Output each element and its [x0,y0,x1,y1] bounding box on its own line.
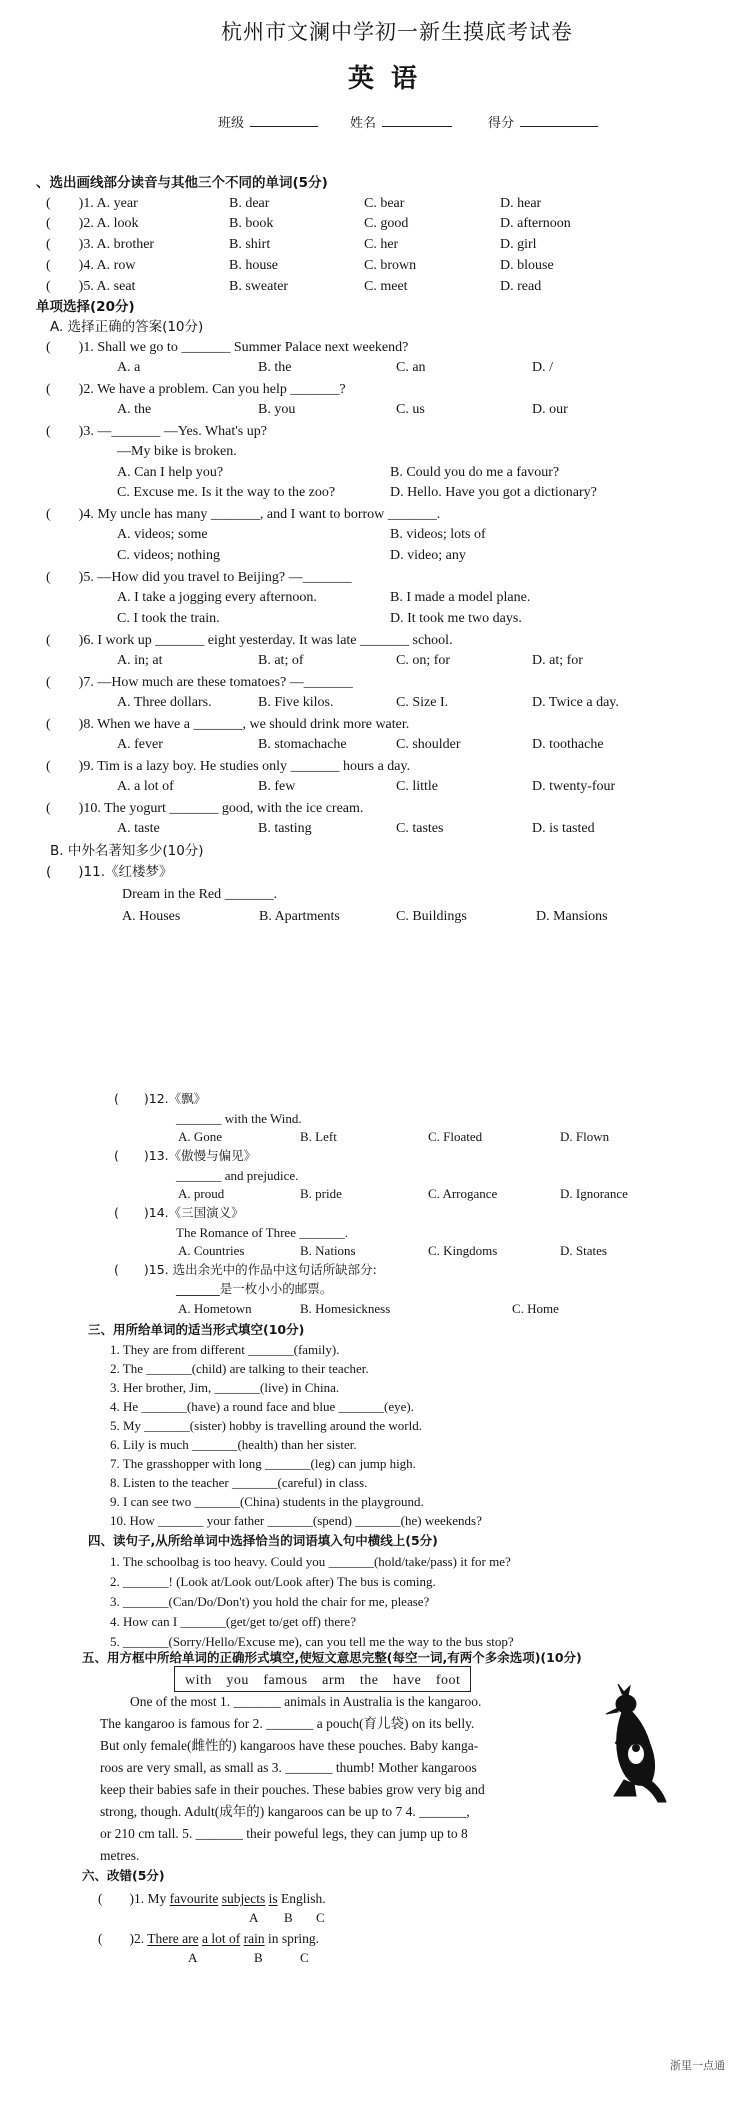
s5-line-4: roos are very small, as small as 3. _______ thumb! Mother kangaroos [100,1760,477,1775]
s2-q8-c: C. shoulder [396,737,461,752]
s1-q3-b: B. shirt [229,237,271,252]
s2-q7-stem: ( )7. —How much are these tomatoes? —_______ [46,675,353,690]
s6-q2-label-a: A [188,1950,198,1965]
s2-q5-c: C. I took the train. [117,611,220,626]
s6-q1-label-a: A [249,1910,259,1925]
s2-q9-stem: ( )9. Tim is a lazy boy. He studies only _______ hours a day. [46,759,411,774]
s2-q1-b: B. the [258,360,292,375]
s2-q6-d: D. at; for [532,653,583,668]
s4-item-1: 1. The schoolbag is too heavy. Could you _______(hold/take/pass) it for me? [110,1554,511,1569]
s2-q4-d: D. video; any [390,548,466,563]
s2-q10-stem: ( )10. The yogurt _______ good, with the ice cream. [46,801,364,816]
s1-q4: ( )4. A. row [46,258,136,273]
s5-line-1: One of the most 1. _______ animals in Australia is the kangaroo. [130,1694,482,1709]
s2-q11-d: D. Mansions [536,909,608,924]
s6-q1-label-b: B [284,1910,293,1925]
s4-item-5: 5. _______(Sorry/Hello/Excuse me), can you tell me the way to the bus stop? [110,1634,514,1649]
subject-title: 英 语 [348,64,422,94]
school-title: 杭州市文澜中学初一新生摸底考试卷 [221,20,573,44]
section-2-title: 单项选择(20分) [36,299,135,315]
s1-q1-d: D. hear [500,196,542,211]
s2-q4-a: A. videos; some [117,527,208,542]
s6-q2-label-c: C [300,1950,309,1965]
s2-q12-stem: ( )12.《飘》 [114,1091,207,1106]
s3-item-9: 9. I can see two _______(China) students in the playground. [110,1494,424,1509]
s2-q11-c: C. Buildings [396,909,467,924]
s1-q2: ( )2. A. look [46,216,139,231]
s1-q3-c: C. her [364,237,399,252]
section-5-title: 五、用方框中所给单词的正确形式填空,使短文意思完整(每空一词,有两个多余选项)(10分) [82,1650,582,1665]
s2-q11-stem: ( )11.《红楼梦》 [46,864,173,880]
s5-line-5: keep their babies safe in their pouches. These babies grow very big and [100,1782,485,1797]
s1-q2-d: D. afternoon [500,216,571,231]
s2-q10-c: C. tastes [396,821,444,836]
section-4-title: 四、读句子,从所给单词中选择恰当的词语填入句中横线上(5分) [88,1533,438,1548]
s5-line-2: The kangaroo is famous for 2. _______ a pouch(育儿袋) on its belly. [100,1716,475,1731]
s4-item-3: 3. _______(Can/Do/Don't) you hold the chair for me, please? [110,1594,430,1609]
s2-q11-b: B. Apartments [259,909,340,924]
s1-q1-b: B. dear [229,196,270,211]
s2-q13-d: D. Ignorance [560,1186,628,1201]
watermark-text: 浙里一点通 [670,2059,725,2072]
s3-item-8: 8. Listen to the teacher _______(careful) in class. [110,1475,368,1490]
s6-q2: ( )2. There are a lot of rain in spring. [98,1931,319,1946]
s2-q15-c: C. Home [512,1301,559,1316]
s2-q6-b: B. at; of [258,653,304,668]
s2-q9-c: C. little [396,779,438,794]
s2-q1-c: C. an [396,360,426,375]
s2-q13-b: B. pride [300,1186,342,1201]
s2-q13-a: A. proud [178,1186,225,1201]
s2-q1-d: D. / [532,360,553,375]
s2-q1-a: A. a [117,360,141,375]
class-label: 班级 [218,115,318,130]
kangaroo-illustration [600,1684,670,1804]
s2-q7-b: B. Five kilos. [258,695,334,710]
s2-q11-a: A. Houses [122,909,181,924]
s1-q2-c: C. good [364,216,409,231]
s3-item-4: 4. He _______(have) a round face and blue _______(eye). [110,1399,414,1414]
s2-q10-a: A. taste [117,821,160,836]
s2-q4-b: B. videos; lots of [390,527,486,542]
s2-q7-c: C. Size I. [396,695,449,710]
part-a-title: A. 选择正确的答案(10分) [50,319,204,335]
s1-q3: ( )3. A. brother [46,237,155,252]
s2-q5-b: B. I made a model plane. [390,590,531,605]
s1-q1: ( )1. A. year [46,196,138,211]
s2-q10-b: B. tasting [258,821,312,836]
s2-q12-b: B. Left [300,1129,337,1144]
s6-q2-label-b: B [254,1950,263,1965]
s2-q2-b: B. you [258,402,296,417]
s4-item-2: 2. _______! (Look at/Look out/Look after) The bus is coming. [110,1574,436,1589]
s2-q3-b: B. Could you do me a favour? [390,465,560,480]
s2-q5-a: A. I take a jogging every afternoon. [117,590,317,605]
s2-q1-stem: ( )1. Shall we go to _______ Summer Palace next weekend? [46,340,409,355]
s2-q3-line2: —My bike is broken. [117,444,237,459]
s3-item-5: 5. My _______(sister) hobby is travelling around the world. [110,1418,422,1433]
s2-q14-c: C. Kingdoms [428,1243,498,1258]
s3-item-6: 6. Lily is much _______(health) than her sister. [110,1437,357,1452]
s1-q5-d: D. read [500,279,542,294]
section-6-title: 六、改错(5分) [82,1868,165,1883]
s1-q2-b: B. book [229,216,274,231]
s3-item-3: 3. Her brother, Jim, _______(live) in China. [110,1380,340,1395]
s2-q2-d: D. our [532,402,568,417]
s2-q6-c: C. on; for [396,653,451,668]
s2-q15-a: A. Hometown [178,1301,252,1316]
s2-q14-line2: The Romance of Three _______. [176,1225,348,1240]
s5-line-6: strong, though. Adult(成年的) kangaroos can be up to 7 4. _______, [100,1804,470,1819]
name-label: 姓名 [350,115,452,130]
s2-q6-a: A. in; at [117,653,163,668]
s2-q8-stem: ( )8. When we have a _______, we should drink more water. [46,717,410,732]
s1-q3-d: D. girl [500,237,537,252]
s2-q14-a: A. Countries [178,1243,245,1258]
s2-q8-a: A. fever [117,737,163,752]
s2-q15-stem: ( )15. 选出余光中的作品中这句话所缺部分: [114,1262,377,1277]
s4-item-4: 4. How can I _______(get/get to/get off) there? [110,1614,356,1629]
s2-q13-c: C. Arrogance [428,1186,498,1201]
s2-q2-c: C. us [396,402,425,417]
s2-q3-d: D. Hello. Have you got a dictionary? [390,485,597,500]
s1-q5: ( )5. A. seat [46,279,136,294]
s1-q4-d: D. blouse [500,258,554,273]
s3-item-7: 7. The grasshopper with long _______(leg) can jump high. [110,1456,416,1471]
s2-q5-d: D. It took me two days. [390,611,522,626]
s1-q4-b: B. house [229,258,278,273]
s2-q4-c: C. videos; nothing [117,548,221,563]
s2-q8-d: D. toothache [532,737,604,752]
score-label: 得分 [488,115,598,130]
s2-q3-stem: ( )3. —_______ —Yes. What's up? [46,424,267,439]
s1-q1-c: C. bear [364,196,405,211]
s2-q7-a: A. Three dollars. [117,695,212,710]
s2-q9-b: B. few [258,779,296,794]
s2-q2-a: A. the [117,402,152,417]
s2-q14-b: B. Nations [300,1243,356,1258]
s6-q1: ( )1. My favourite subjects is English. [98,1891,326,1906]
s2-q15-line2: _______是一枚小小的邮票。 [176,1281,333,1296]
s2-q14-d: D. States [560,1243,607,1258]
s2-q4-stem: ( )4. My uncle has many _______, and I want to borrow _______. [46,507,441,522]
s2-q8-b: B. stomachache [258,737,347,752]
s2-q12-line2: _______ with the Wind. [176,1111,302,1126]
s1-q4-c: C. brown [364,258,417,273]
s5-line-3: But only female(雌性的) kangaroos have these pouches. Baby kanga- [100,1738,479,1753]
s2-q11-line2: Dream in the Red _______. [122,887,278,902]
s2-q3-c: C. Excuse me. Is it the way to the zoo? [117,485,336,500]
s2-q3-a: A. Can I help you? [117,465,224,480]
s2-q5-stem: ( )5. —How did you travel to Beijing? —_______ [46,570,352,585]
s1-q5-c: C. meet [364,279,408,294]
s2-q13-stem: ( )13.《傲慢与偏见》 [114,1148,257,1163]
s2-q7-d: D. Twice a day. [532,695,619,710]
section-1-title: 、选出画线部分读音与其他三个不同的单词(5分) [36,175,328,191]
s2-q10-d: D. is tasted [532,821,595,836]
s2-q12-c: C. Floated [428,1129,483,1144]
s5-line-8: metres. [100,1848,140,1863]
s6-q1-label-c: C [316,1910,325,1925]
s2-q2-stem: ( )2. We have a problem. Can you help _______? [46,382,346,397]
s2-q12-d: D. Flown [560,1129,610,1144]
s2-q9-a: A. a lot of [117,779,174,794]
part-b-title: B. 中外名著知多少(10分) [50,843,204,859]
s3-item-2: 2. The _______(child) are talking to their teacher. [110,1361,369,1376]
word-box: with you famous arm the have foot [174,1666,471,1692]
s2-q15-b: B. Homesickness [300,1301,391,1316]
s3-item-1: 1. They are from different _______(family). [110,1342,340,1357]
s1-q5-b: B. sweater [229,279,289,294]
section-3-title: 三、用所给单词的适当形式填空(10分) [88,1322,305,1337]
s2-q14-stem: ( )14.《三国演义》 [114,1205,244,1220]
s3-item-10: 10. How _______ your father _______(spend) _______(he) weekends? [110,1513,482,1528]
s2-q13-line2: _______ and prejudice. [176,1168,299,1183]
s5-line-7: or 210 cm tall. 5. _______ their poweful legs, they can jump up to 8 [100,1826,468,1841]
s2-q12-a: A. Gone [178,1129,223,1144]
s2-q9-d: D. twenty-four [532,779,616,794]
s2-q6-stem: ( )6. I work up _______ eight yesterday. It was late _______ school. [46,633,453,648]
